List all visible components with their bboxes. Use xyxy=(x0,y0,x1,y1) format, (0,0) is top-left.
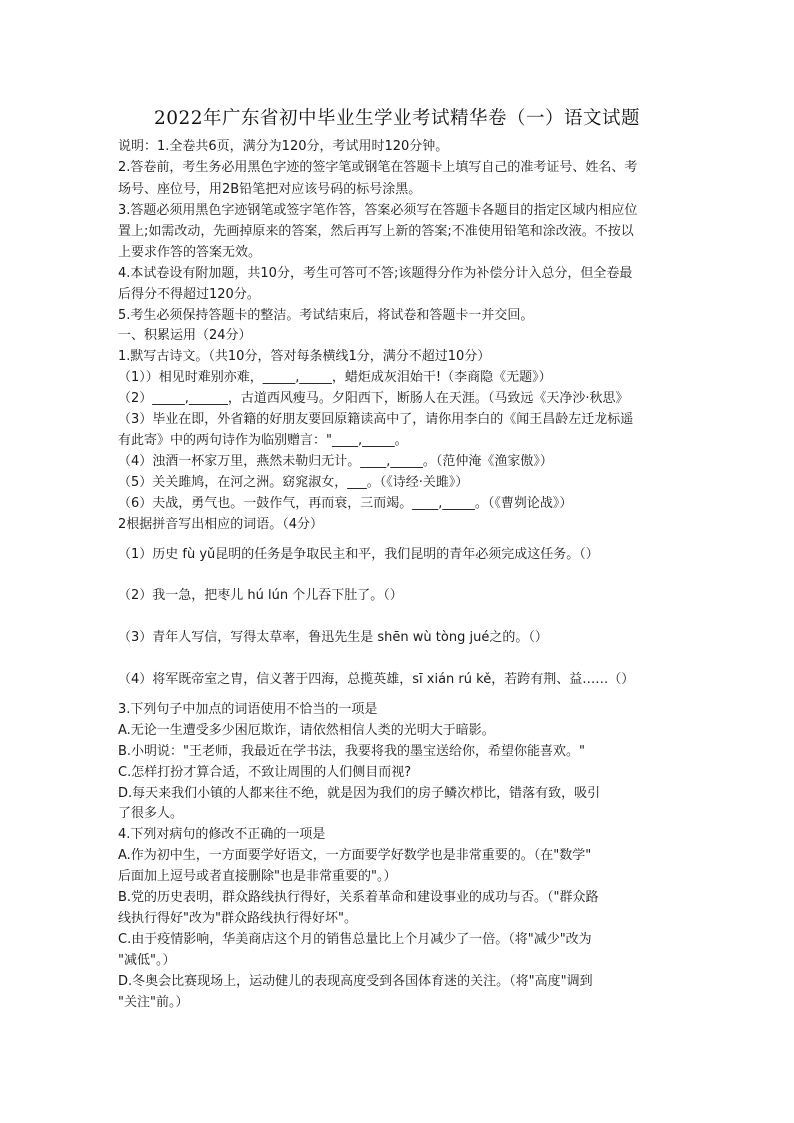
question-line: （6）夫战，勇气也。一鼓作气，再而衰，三而竭。____,_____。（《曹刿论战》） xyxy=(118,496,573,511)
note-line: 后得分不得超过120分。 xyxy=(118,287,260,302)
question-line: （4）将军既帝室之胄，信义著于四海，总揽英雄，sī xián rú kě，若跨有荆、益……（） xyxy=(118,672,635,687)
option-line: "关注"前。） xyxy=(118,995,189,1010)
option-line: B.小明说："王老师，我最近在学书法，我要将我的墨宝送给你，希望你能喜欢。" xyxy=(118,744,586,759)
option-line: A.无论一生遭受多少困厄欺诈，请依然相信人类的光明大于暗影。 xyxy=(118,723,495,738)
section-heading: 一、积累运用（24分） xyxy=(118,328,252,343)
option-line: 线执行得好"改为"群众路线执行得好坏"。 xyxy=(118,911,357,926)
question-line: （5）关关雎鸠，在河之洲。窈窕淑女，___。（《诗经·关雎》） xyxy=(118,475,469,490)
question-line: （2）_____,______，古道西风瘦马。夕阳西下，断肠人在天涯。（马致远《天净沙·秋思》 xyxy=(118,391,629,406)
question-stem: 2根据拼音写出相应的词语。（4分） xyxy=(118,517,324,532)
option-line: A.作为初中生，一方面要学好语文，一方面要学好数学也是非常重要的。（在"数学" xyxy=(118,848,592,863)
note-line: 2.答卷前，考生务必用黑色字迹的签字笔或钢笔在答题卡上填写自己的准考证号、姓名、考 xyxy=(118,160,638,175)
option-line: 了很多人。 xyxy=(118,806,184,821)
option-line: C.由于疫情影响，华美商店这个月的销售总量比上个月减少了一倍。（将"减少"改为 xyxy=(118,932,592,947)
question-line: （3）毕业在即，外省籍的好朋友要回原籍读高中了，请你用李白的《闻王昌龄左迁龙标遥 xyxy=(118,412,634,427)
question-line: （3）青年人写信，写得太草率，鲁迅先生是 shēn wù tòng jué之的。（） xyxy=(118,630,548,645)
option-line: 后面加上逗号或者直接删除"也是非常重要的"。） xyxy=(118,869,397,884)
note-line: 说明：1.全卷共6页，满分为120分，考试用时120分钟。 xyxy=(118,139,449,154)
question-stem: 1.默写古诗文。（共10分，答对每条横线1分，满分不超过10分） xyxy=(118,349,491,364)
option-line: C.怎样打扮才算合适，不致让周围的人们侧目而视? xyxy=(118,765,412,780)
question-stem: 3.下列句子中加点的词语使用不恰当的一项是 xyxy=(118,702,378,717)
note-line: 5.考生必须保持答题卡的整洁。考试结束后，将试卷和答题卡一并交回。 xyxy=(118,308,534,323)
option-line: D.冬奥会比赛现场上，运动健儿的表现高度受到各国体育迷的关注。（将"高度"调到 xyxy=(118,974,593,989)
option-line: B.党的历史表明，群众路线执行得好，关系着革命和建设事业的成功与否。（"群众路 xyxy=(118,890,599,905)
option-line: D.每天来我们小镇的人都来往不绝，就是因为我们的房子鳞次栉比，错落有致，吸引 xyxy=(118,786,601,801)
question-line: （4）浊酒一杯家万里，燕然未勒归无计。____,_____。（范仲淹《渔家傲》） xyxy=(118,454,553,469)
note-line: 上要求作答的答案无效。 xyxy=(118,245,262,260)
question-line: （1）历史 fù yǔ昆明的任务是争取民主和平，我们昆明的青年必须完成这任务。（） xyxy=(118,547,599,562)
question-line: 有此寄》中的两句诗作为临别赠言："____,_____。 xyxy=(118,433,408,448)
note-line: 场号、座位号，用2B铅笔把对应该号码的标号涂黑。 xyxy=(118,182,422,197)
question-line: （2）我一急，把枣儿 hú lún 个儿吞下肚了。（） xyxy=(118,588,403,603)
option-line: "减低"。） xyxy=(118,953,176,968)
exam-title: 2022年广东省初中毕业生学业考试精华卷（一）语文试题 xyxy=(153,108,641,129)
question-stem: 4.下列对病句的修改不正确的一项是 xyxy=(118,827,326,842)
note-line: 3.答题必须用黑色字迹钢笔或签字笔作答，答案必须写在答题卡各题目的指定区域内相应位 xyxy=(118,203,638,218)
question-line: （1））相见时难别亦难，_____,_____，蜡炬成灰泪始干!（李商隐《无题》） xyxy=(118,370,552,385)
note-line: 置上;如需改动，先画掉原来的答案，然后再写上新的答案;不准使用铅笔和涂改液。不按以 xyxy=(118,224,634,239)
note-line: 4.本试卷设有附加题，共10分，考生可答可不答;该题得分作为补偿分计入总分，但全卷最 xyxy=(118,266,633,281)
